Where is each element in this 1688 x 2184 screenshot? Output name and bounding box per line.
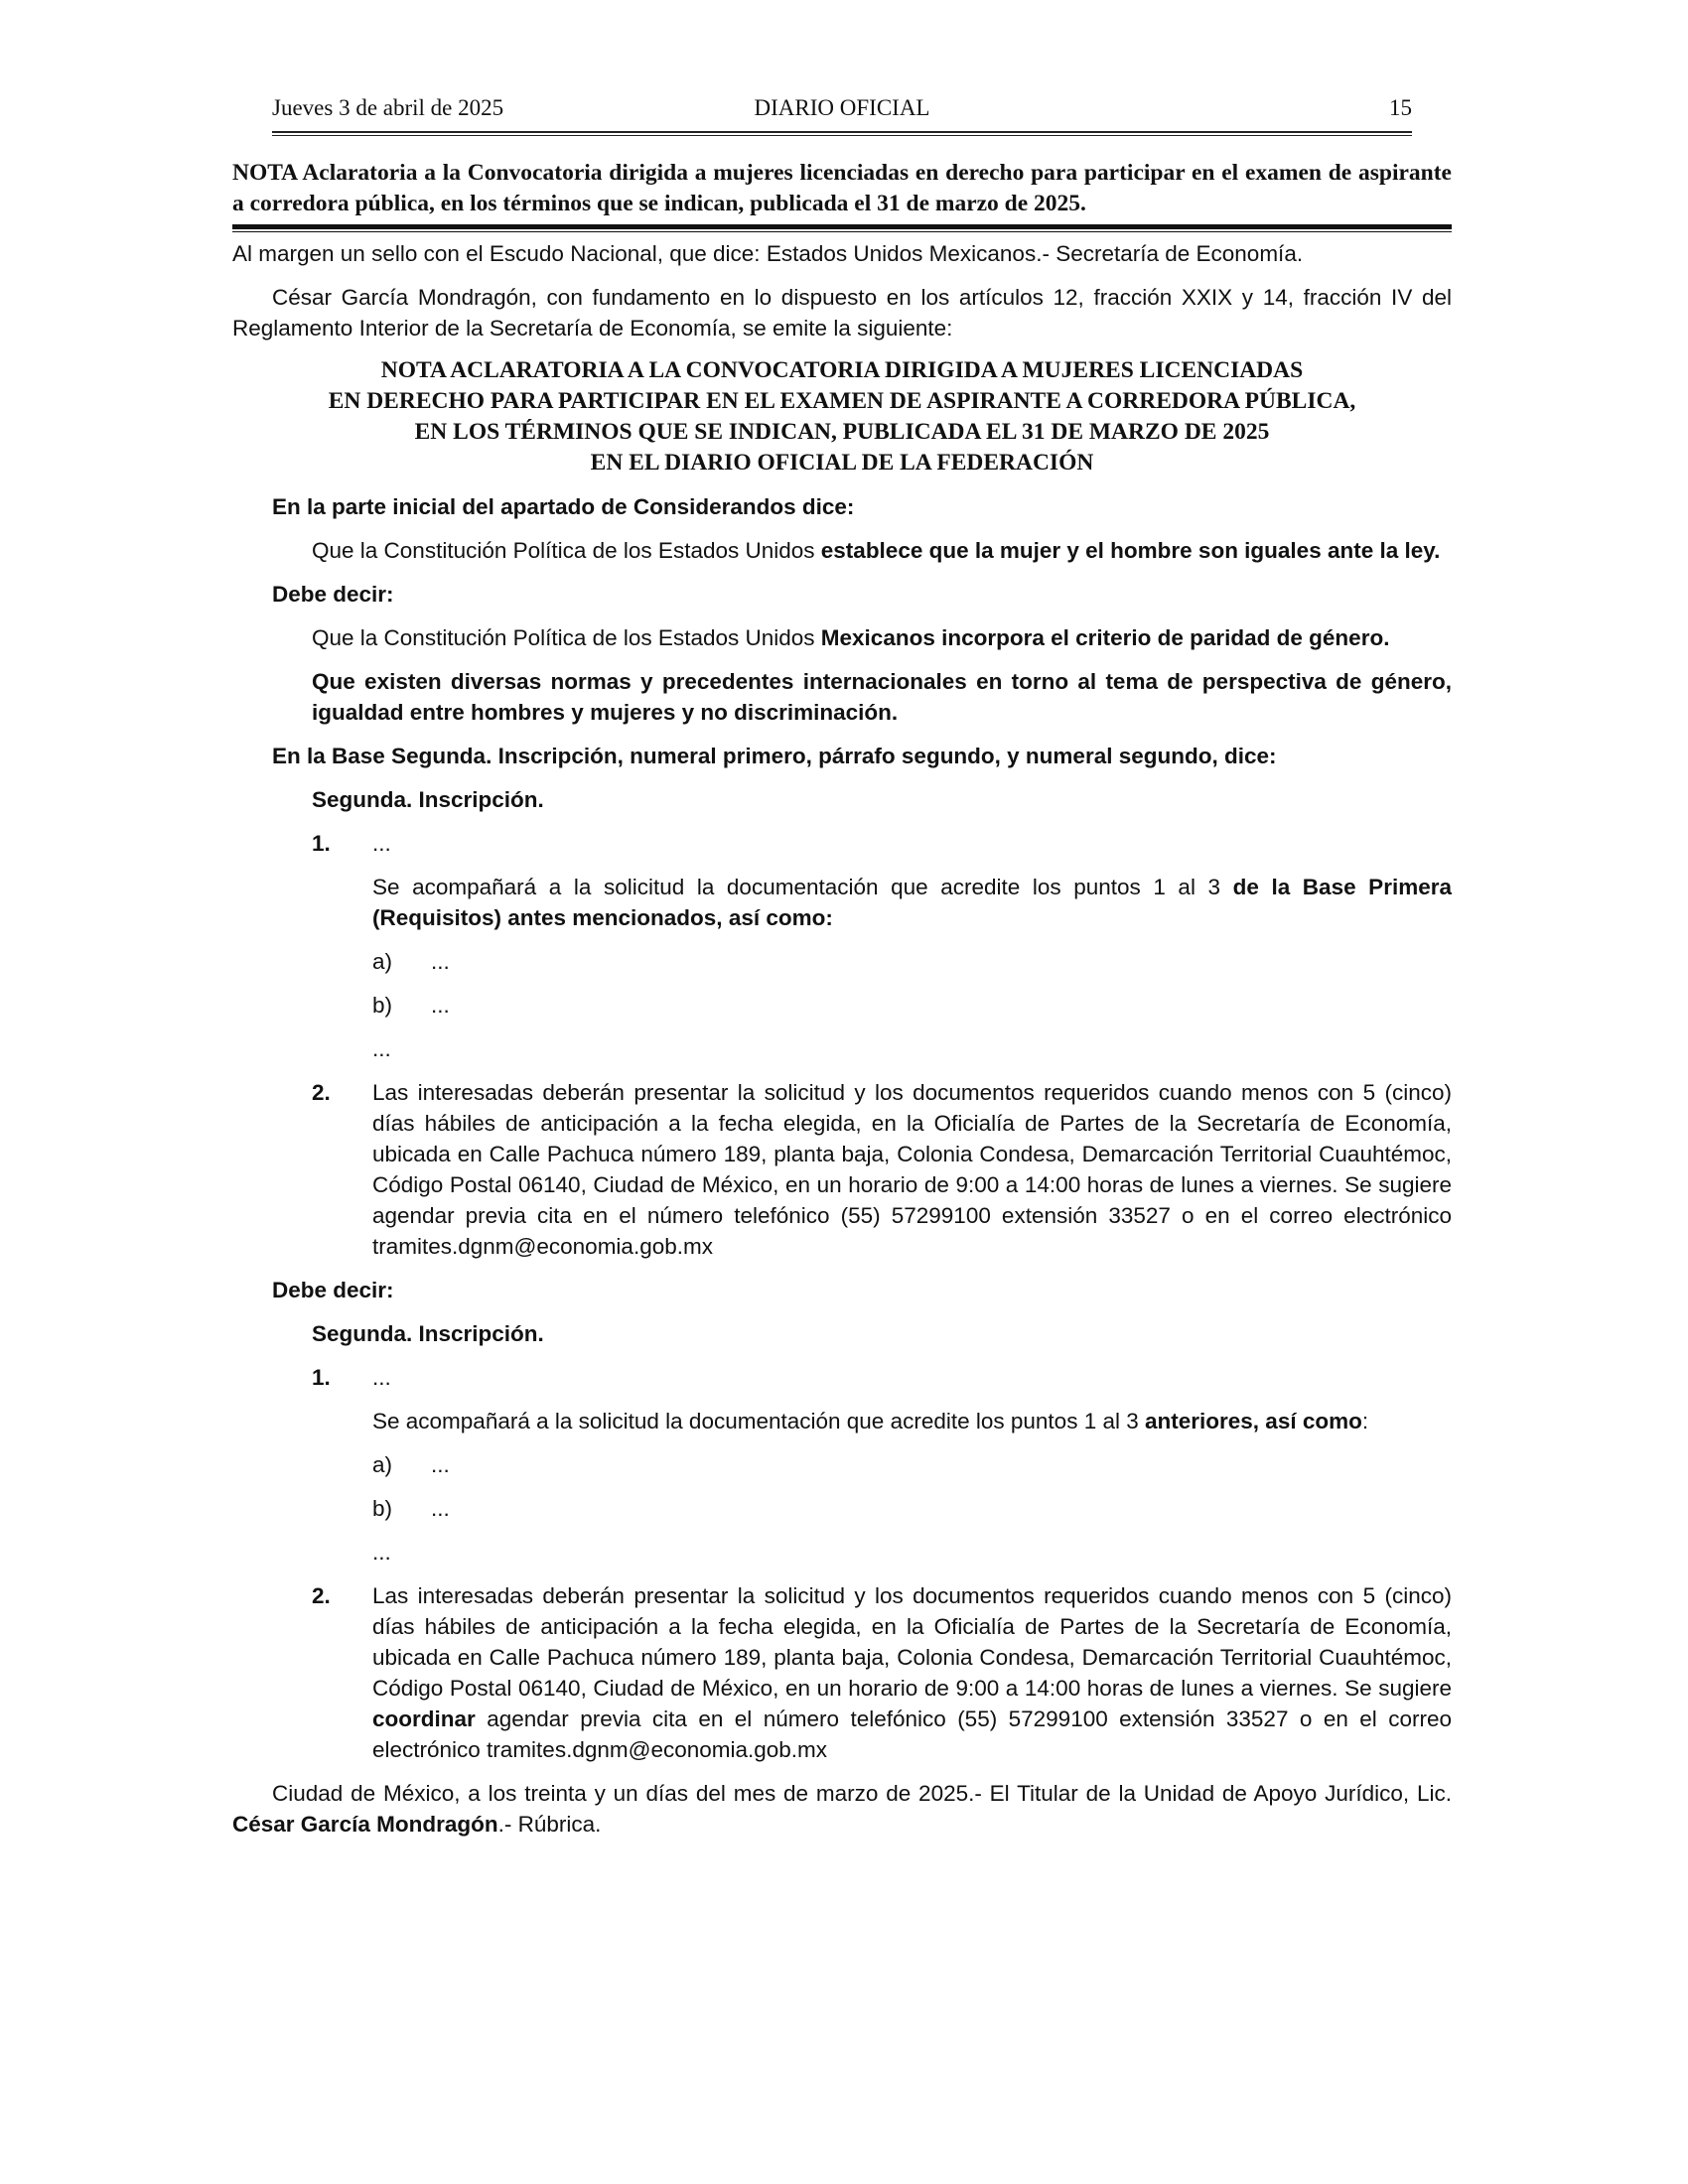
item-number: 2. bbox=[312, 1583, 331, 1608]
header-rule-thin bbox=[272, 135, 1412, 136]
section2-dice-item-1 bbox=[232, 828, 1452, 859]
section2-dice-paragraph: Se acompañará a la solicitud la documentación que acredite los puntos 1 al 3 de la Base Primera (Requisitos) antes mencionados, así como: bbox=[372, 875, 1452, 930]
item-letter: a) bbox=[372, 1452, 393, 1477]
signer-name: César García Mondragón bbox=[232, 1812, 498, 1837]
item-text: Las interesadas deberán presentar la solicitud y los documentos requeridos cuando menos con 5 (cinco) días hábiles de anticipación a la fecha elegida, en la Oficialía de Partes de la Secretaría de Economía, ubicada en Calle Pachuca número 189, planta baja, Colonia Condesa, Demarcación Territorial Cuauhtémoc, Código Postal 06140, Ciudad de México, en un horario de 9:00 a 14:00 horas de lunes a viernes. Se sugiere agendar previa cita en el número telefónico (55) 57299100 extensión 33527 o en el correo electrónico tramites.dgnm@economia.gob.mx bbox=[372, 1080, 1452, 1259]
section2-debe-item-2 bbox=[232, 1580, 1452, 1765]
section2-debe-item-b bbox=[232, 1493, 1452, 1524]
section1-heading: En la parte inicial del apartado de Considerandos dice: bbox=[272, 494, 855, 519]
section2-debe-subheading: Segunda. Inscripción. bbox=[312, 1321, 544, 1346]
section2-dice-item-b bbox=[232, 990, 1452, 1021]
main-title-line-2: EN DERECHO PARA PARTICIPAR EN EL EXAMEN DE ASPIRANTE A CORREDORA PÚBLICA, bbox=[328, 388, 1356, 414]
main-title-line-4: EN EL DIARIO OFICIAL DE LA FEDERACIÓN bbox=[590, 450, 1094, 476]
document-body bbox=[232, 238, 1452, 1840]
item-text: ... bbox=[372, 1365, 391, 1390]
section2-dice-subheading: Segunda. Inscripción. bbox=[312, 787, 544, 812]
section2-debe-item-a bbox=[232, 1449, 1452, 1480]
item-text: ... bbox=[431, 949, 450, 974]
section2-dice-item-a bbox=[232, 946, 1452, 977]
main-title-line-3: EN LOS TÉRMINOS QUE SE INDICAN, PUBLICADA EL 31 DE MARZO DE 2025 bbox=[414, 419, 1270, 445]
section2-debe-decir: Debe decir: bbox=[272, 1278, 394, 1302]
item-text: Las interesadas deberán presentar la solicitud y los documentos requeridos cuando menos con 5 (cinco) días hábiles de anticipación a la fecha elegida, en la Oficialía de Partes de la Secretaría de Economía, ubicada en Calle Pachuca número 189, planta baja, Colonia Condesa, Demarcación Territorial Cuauhtémoc, Código Postal 06140, Ciudad de México, en un horario de 9:00 a 14:00 horas de lunes a viernes. Se sugiere coordinar agendar previa cita en el número telefónico (55) 57299100 extensión 33527 o en el correo electrónico tramites.dgnm@economia.gob.mx bbox=[372, 1583, 1452, 1762]
section2-debe-ellipsis: ... bbox=[372, 1540, 391, 1565]
section2-dice-item-2 bbox=[232, 1077, 1452, 1262]
item-letter: a) bbox=[372, 949, 393, 974]
item-text: ... bbox=[431, 1452, 450, 1477]
intro-paragraph: César García Mondragón, con fundamento en lo dispuesto en los artículos 12, fracción XXIX y 14, fracción IV del Reglamento Interior de la Secretaría de Economía, se emite la siguiente: bbox=[232, 285, 1452, 341]
header-date: Jueves 3 de abril de 2025 bbox=[272, 95, 504, 120]
section2-dice-ellipsis: ... bbox=[372, 1036, 391, 1061]
section1-dice-paragraph: Que la Constitución Política de los Estados Unidos establece que la mujer y el hombre son iguales ante la ley. bbox=[312, 538, 1441, 563]
section2-debe-paragraph: Se acompañará a la solicitud la documentación que acredite los puntos 1 al 3 anteriores, así como: bbox=[372, 1409, 1369, 1433]
nota-title: NOTA Aclaratoria a la Convocatoria dirigida a mujeres licenciadas en derecho para participar en el examen de aspirante a corredora pública, en los términos que se indican, publicada el 31 de marzo de 2025. bbox=[232, 160, 1452, 216]
title-rule-thin bbox=[232, 231, 1452, 232]
section1-debe-paragraph: Que la Constitución Política de los Estados Unidos Mexicanos incorpora el criterio de paridad de género. bbox=[312, 625, 1390, 650]
section1-debe-paragraph-2: Que existen diversas normas y precedentes internacionales en torno al tema de perspectiva de género, igualdad entre hombres y mujeres y no discriminación. bbox=[312, 669, 1452, 725]
header-rule bbox=[272, 131, 1412, 133]
running-header bbox=[232, 95, 1452, 129]
section2-debe-item-1 bbox=[232, 1362, 1452, 1393]
section1-debe-decir: Debe decir: bbox=[272, 582, 394, 607]
item-text: ... bbox=[372, 831, 391, 856]
item-text: ... bbox=[431, 993, 450, 1018]
title-rule-thick bbox=[232, 224, 1452, 229]
item-number: 1. bbox=[312, 831, 331, 856]
header-page-number: 15 bbox=[1389, 95, 1412, 120]
header-publication: DIARIO OFICIAL bbox=[754, 95, 930, 120]
main-title-line-1: NOTA ACLARATORIA A LA CONVOCATORIA DIRIGIDA A MUJERES LICENCIADAS bbox=[380, 357, 1304, 383]
section2-heading: En la Base Segunda. Inscripción, numeral primero, párrafo segundo, y numeral segundo, dice: bbox=[272, 744, 1277, 768]
item-number: 1. bbox=[312, 1365, 331, 1390]
item-letter: b) bbox=[372, 1496, 393, 1521]
document-page bbox=[232, 95, 1452, 1840]
main-title bbox=[232, 355, 1452, 478]
item-number: 2. bbox=[312, 1080, 331, 1105]
seal-paragraph: Al margen un sello con el Escudo Nacional, que dice: Estados Unidos Mexicanos.- Secretaría de Economía. bbox=[232, 241, 1304, 266]
closing-paragraph: Ciudad de México, a los treinta y un días del mes de marzo de 2025.- El Titular de la Unidad de Apoyo Jurídico, Lic. César García Mondragón.- Rúbrica. bbox=[232, 1781, 1452, 1837]
item-text: ... bbox=[431, 1496, 450, 1521]
item-letter: b) bbox=[372, 993, 393, 1018]
